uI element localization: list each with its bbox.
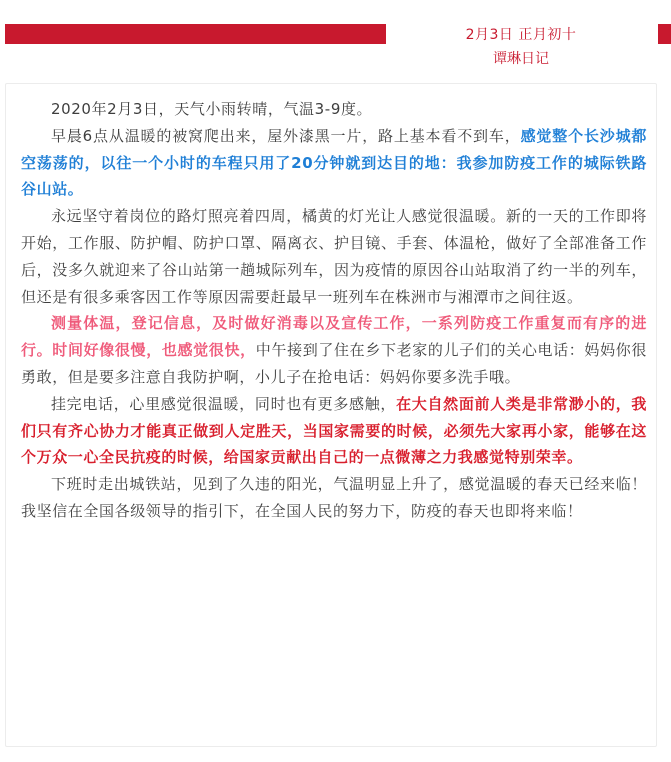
station-text: 永远坚守着岗位的路灯照亮着四周，橘黄的灯光让人感觉很温暖。新的一天的工作即将开始，工作服、防护帽、防护口罩、隔离衣、护目镜、手套、体温枪，做好了全部准备工作后，没多久就迎来了谷山站第一趟城际列车，因为疫情的原因谷山站取消了约一半的列车，但还是有很多乘客因工作等原因需要赶最早一班列车在株洲市与湘潭市之间往返。 xyxy=(21,207,647,306)
paragraph-station xyxy=(21,203,647,310)
ending-text: 下班时走出城铁站，见到了久违的阳光，气温明显上升了，感觉温暖的春天已经来临！我坚信在全国各级领导的指引下，在全国人民的努力下，防疫的春天也即将来临！ xyxy=(21,475,647,520)
paragraph-ending xyxy=(21,471,647,525)
morning-highlight: 感觉整个长沙城都空荡荡的，以往一个小时的车程只用了20分钟就到达目的地：我参加防疫工作的城际铁路谷山站。 xyxy=(21,126,647,199)
weather-text: 2020年2月3日，天气小雨转晴，气温3-9度。 xyxy=(51,100,373,118)
work-highlight: 测量体温，登记信息，及时做好消毒以及宣传工作，一系列防疫工作重复而有序的进行。时间好像很慢，也感觉很快， xyxy=(21,314,647,360)
diary-title: 谭琳日记 xyxy=(493,51,549,67)
reflection-highlight: 在大自然面前人类是非常渺小的，我们只有齐心协力才能真正做到人定胜天，当国家需要的时候，必须先大家再小家，能够在这个万众一心全民抗疫的时候，给国家贡献出自己的一点微薄之力我感觉特别荣幸。 xyxy=(21,394,648,467)
paragraph-work xyxy=(21,310,647,390)
paragraph-reflection xyxy=(21,391,647,471)
diary-body xyxy=(21,96,647,525)
header-decor-bar-left xyxy=(5,24,386,44)
diary-date: 2月3日 正月初十 xyxy=(465,27,577,43)
reflection-text: 挂完电话，心里感觉很温暖，同时也有更多感触， xyxy=(51,394,397,413)
work-text: 中午接到了住在乡下老家的儿子们的关心电话：妈妈你很勇敢，但是要多注意自我防护啊，小儿子在抢电话：妈妈你要多洗手哦。 xyxy=(21,341,647,386)
header-decor-bar-right xyxy=(658,24,671,44)
paragraph-morning xyxy=(21,123,647,203)
paragraph-weather xyxy=(21,96,647,123)
morning-text: 早晨6点从温暖的被窝爬出来，屋外漆黑一片，路上基本看不到车， xyxy=(51,126,521,145)
